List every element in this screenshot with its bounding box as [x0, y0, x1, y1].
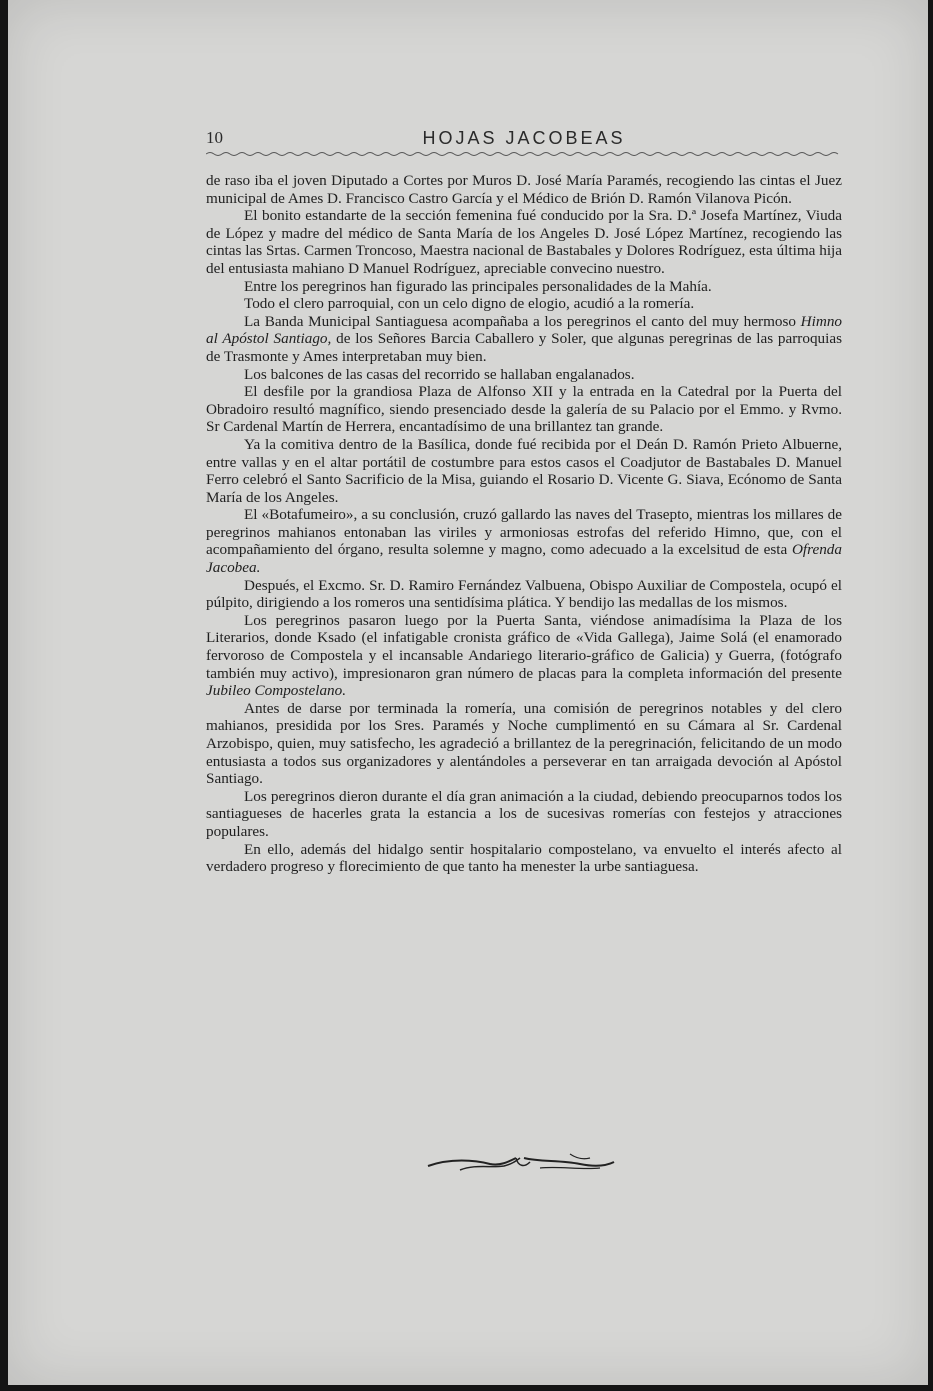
- running-title: HOJAS JACOBEAS: [422, 128, 626, 148]
- page-header: [206, 128, 842, 150]
- paragraph: Antes de darse por terminada la romería, una comisión de peregrinos notables y del clero mahianos, presidida por los Sres. Paramés y Noche cumplimentó en su Cámara al Sr. Cardenal Arzobispo, quien, muy satisfecho, les agradeció a brillantez de la peregrinación, felicitando de un modo entusiasta a todos sus organizadores y alentándoles a perseverar en tan arraigada devoción al Apóstol Santiago.: [206, 699, 842, 788]
- paragraph-text: de los Señores Barcia Caballero y Soler, que algunas peregrinas de las parroquias de Trasmonte y Ames interpretaban muy bien.: [206, 330, 842, 365]
- article-body: [206, 172, 842, 876]
- page-number: 10: [206, 128, 223, 147]
- paragraph: [206, 313, 842, 366]
- paragraph: El bonito estandarte de la sección femenina fué conducido por la Sra. D.ª Josefa Martínez, Viuda de López y madre del médico de Santa María de los Angeles D. José López Martínez, recogiendo las cintas las Srtas. Carmen Troncoso, Maestra nacional de Bastabales y Dolores Rodríguez, esta última hija del entusiasta mahiano D Manuel Rodríguez, apreciable convecino nuestro.: [206, 207, 842, 277]
- hymn-title: Himno al Apóstol Santiago,: [206, 312, 843, 348]
- paragraph: El desfile por la grandiosa Plaza de Alfonso XII y la entrada en la Catedral por la Puerta del Obradoiro resultó magnífico, siendo presenciado desde la galería de su Palacio por el Emmo. y Rvmo. Sr Cardenal Martín de Herrera, encantadísimo de una brillantez tan grande.: [206, 383, 842, 436]
- paragraph: Entre los peregrinos han figurado las principales personalidades de la Mahía.: [244, 277, 712, 295]
- paragraph: En ello, además del hidalgo sentir hospitalario compostelano, va envuelto el interés afecto al verdadero progreso y florecimiento de que tanto ha menester la urbe santiaguesa.: [206, 840, 842, 876]
- paragraph: Los peregrinos dieron durante el día gran animación a la ciudad, debiendo preocuparnos todos los santiagueses de hacerles grata la estancia a los de sucesivas romerías con festejos y atracciones populares.: [206, 787, 842, 840]
- offering-title: Ofrenda Jacobea.: [206, 541, 842, 577]
- jubilee-title: Jubileo Compostelano.: [206, 682, 347, 700]
- paragraph: de raso iba el joven Diputado a Cortes por Muros D. José María Paramés, recogiendo las cintas el Juez municipal de Ames D. Francisco Castro García y el Médico de Brión D. Ramón Vilanova Picón.: [206, 172, 842, 207]
- paragraph: Los balcones de las casas del recorrido se hallaban engalanados.: [244, 365, 635, 383]
- paragraph: Ya la comitiva dentro de la Basílica, donde fué recibida por el Deán D. Ramón Prieto Albuerne, entre vallas y en el altar portátil de costumbre para estos casos el Coadjutor de Bastabales D. Manuel Ferro celebró el Santo Sacrificio de la Misa, guiando el Rosario D. Vicente G. Siava, Ecónomo de Santa María de los Angeles.: [206, 435, 842, 506]
- paragraph-text: El «Botafumeiro», a su conclusión, cruzó gallardo las naves del Trasepto, mientras los millares de peregrinos mahianos entonaban las viriles y armoniosas estrofas del referido Himno, que, con el acompañamiento del órgano, resulta solemne y magno, como adecuado a la excelsitud de esta: [206, 506, 842, 559]
- end-ornament-icon: [420, 1148, 620, 1182]
- paragraph: Todo el clero parroquial, con un celo digno de elogio, acudió a la romería.: [244, 295, 695, 313]
- paragraph: Después, el Excmo. Sr. D. Ramiro Fernández Valbuena, Obispo Auxiliar de Compostela, ocupó el púlpito, dirigiendo a los romeros una sentidísima plática. Y bendijo las medallas de los mismos.: [206, 576, 842, 612]
- paragraph-text: La Banda Municipal Santiaguesa acompañaba a los peregrinos el canto del muy hermoso: [244, 312, 796, 330]
- paragraph-text: Los peregrinos pasaron luego por la Puerta Santa, viéndose animadísima la Plaza de los Literarios, donde Ksado (el infatigable cronista gráfico de «Vida Gallega), Jaime Solá (el enamorado fervoroso de Compostela y el incansable Andariego literario-gráfico de Galicia) y Guerra, (fotógrafo también muy activo), impresionaron gran número de placas para la completa información del presente: [206, 611, 842, 682]
- header-wavy-rule: [206, 150, 842, 158]
- paragraph: [206, 612, 842, 700]
- paragraph: [206, 506, 842, 576]
